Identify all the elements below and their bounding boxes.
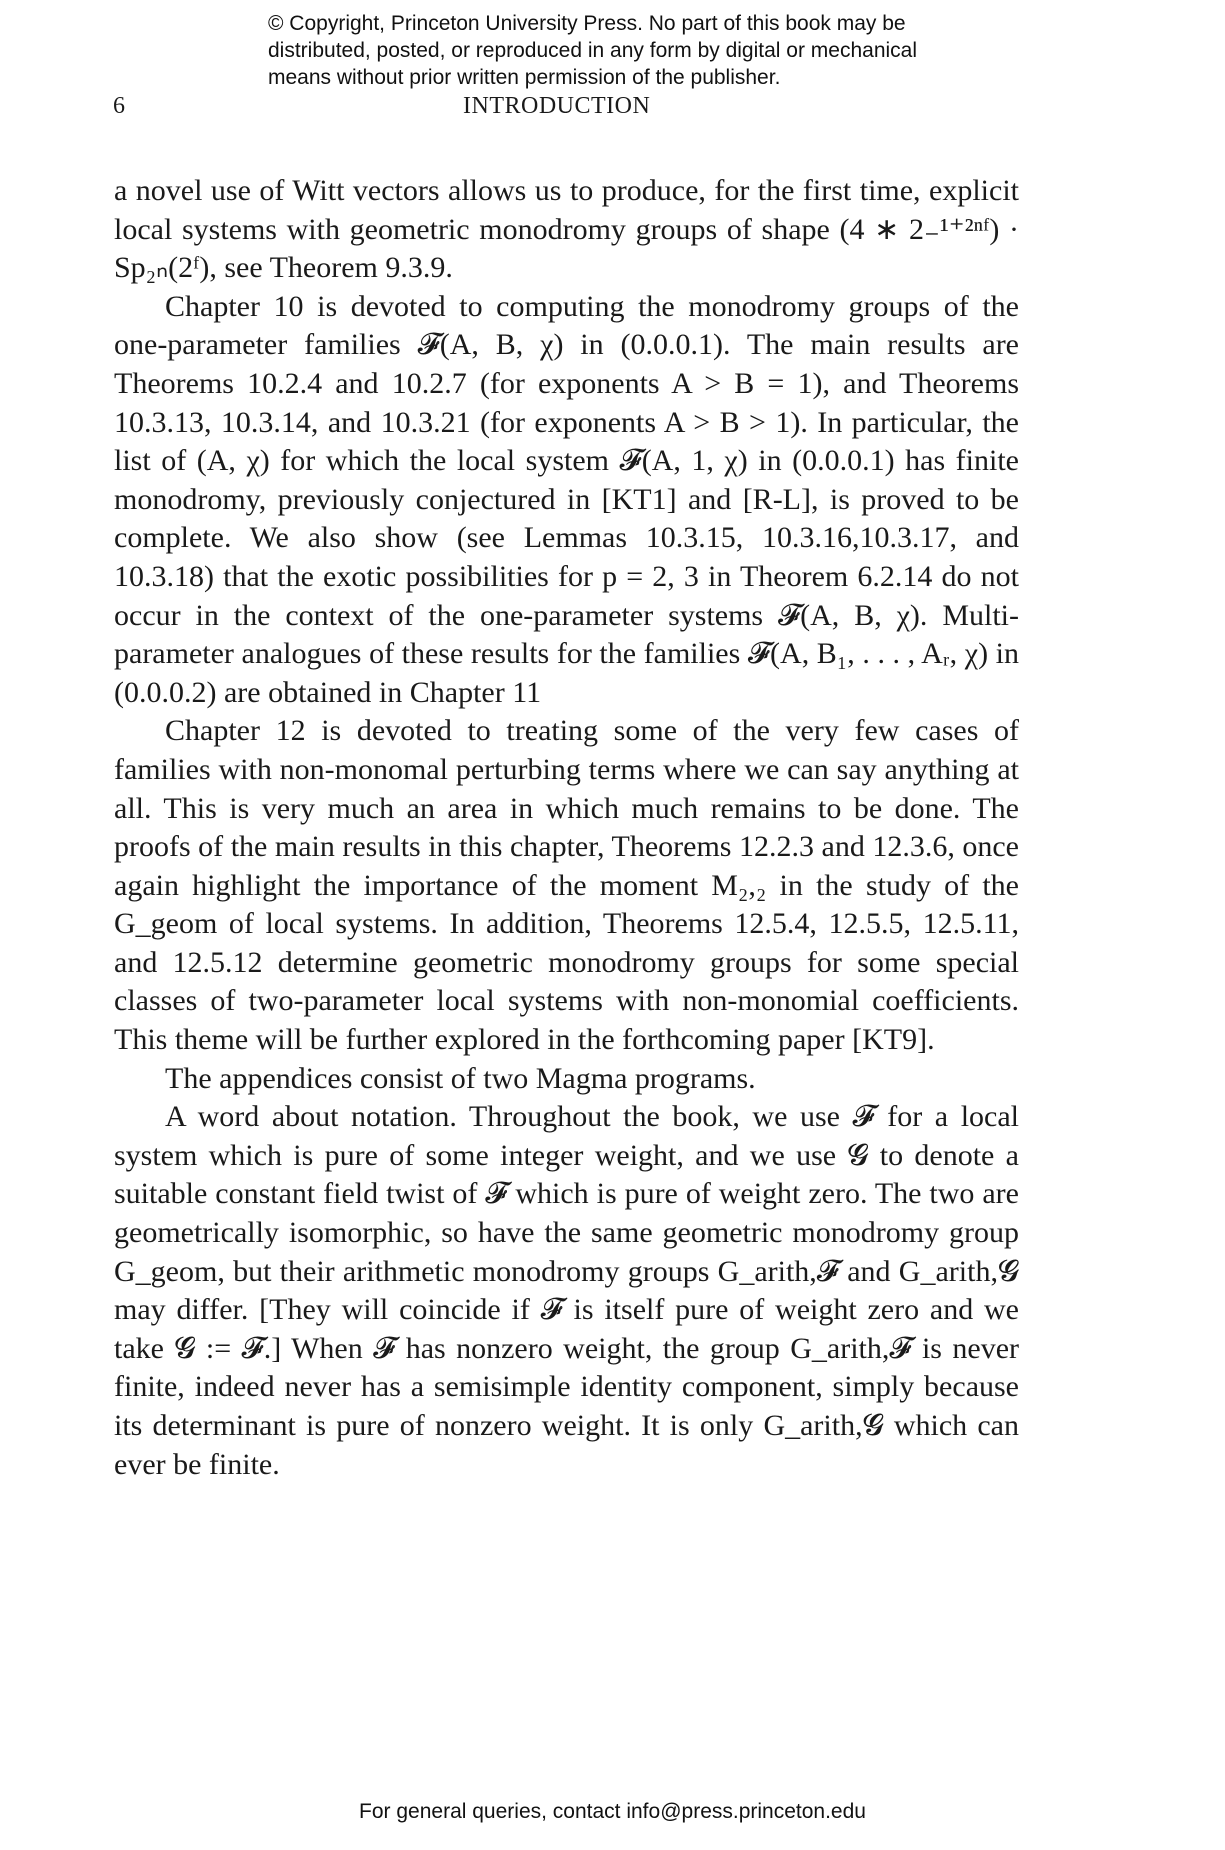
page-number: 6 [113,93,125,119]
paragraph-chapter-10: Chapter 10 is devoted to computing the monodromy groups of the one-parameter families 𝓕(A, B, χ) in (0.0.0.1). The main results are Theorems 10.2.4 and 10.2.7 (for exponents A > B = 1), and Theorems 10.3.13, 10.3.14, and 10.3.21 (for exponents A > B > 1). In particular, the list of (A, χ) for which the local system 𝓕(A, 1, χ) in (0.0.0.1) has finite monodromy, previously conjectured in [KT1] and [R-L], is proved to be complete. We also show (see Lemmas 10.3.15, 10.3.16,10.3.17, and 10.3.18) that the exotic possibilities for p = 2, 3 in Theorem 6.2.14 do not occur in the context of the one-parameter systems 𝓕(A, B, χ). Multi-parameter analogues of these results for the families 𝓕(A, B₁, . . . , Aᵣ, χ) in (0.0.0.2) are obtained in Chapter 11 [114,289,1019,709]
copyright-line-2: distributed, posted, or reproduced in any form by digital or mechanical [268,39,918,62]
paragraph-witt-vectors: a novel use of Witt vectors allows us to produce, for the first time, explicit local systems with geometric monodromy groups of shape (4 ∗ 2₋¹⁺²ⁿᶠ) · Sp₂ₙ(2ᶠ), see Theorem 9.3.9. [114,174,1019,285]
paragraph-chapter-12: Chapter 12 is devoted to treating some of the very few cases of families with non-monomal perturbing terms where we can say anything at all. This is very much an area in which much remains to be done. The proofs of the main results in this chapter, Theorems 12.2.3 and 12.3.6, once again highlight the importance of the moment M₂,₂ in the study of the G_geom of local systems. In addition, Theorems 12.5.4, 12.5.5, 12.5.11, and 12.5.12 determine geometric monodromy groups for some special classes of two-parameter local systems with non-monomial coefficients. This theme will be further explored in the forthcoming paper [KT9]. [114,714,1019,1057]
paragraph-appendices: The appendices consist of two Magma programs. [165,1061,756,1095]
body-text [114,172,1019,1484]
paragraph-notation: A word about notation. Throughout the book, we use 𝓕 for a local system which is pure of some integer weight, and we use 𝓖 to denote a suitable constant field twist of 𝓕 which is pure of weight zero. The two are geometrically isomorphic, so have the same geometric monodromy group G_geom, but their arithmetic monodromy groups G_arith,𝓕 and G_arith,𝓖 may differ. [They will coincide if 𝓕 is itself pure of weight zero and we take 𝓖 := 𝓕.] When 𝓕 has nonzero weight, the group G_arith,𝓕 is never finite, indeed never has a semisimple identity component, simply because its determinant is pure of nonzero weight. It is only G_arith,𝓖 which can ever be finite. [114,1100,1019,1481]
copyright-notice [268,10,988,91]
running-head: INTRODUCTION [463,93,651,119]
copyright-line-1: © Copyright, Princeton University Press. No part of this book may be [268,12,906,35]
copyright-line-3: means without prior written permission of the publisher. [268,66,781,89]
footer-contact: For general queries, contact info@press.princeton.edu [359,1800,866,1823]
